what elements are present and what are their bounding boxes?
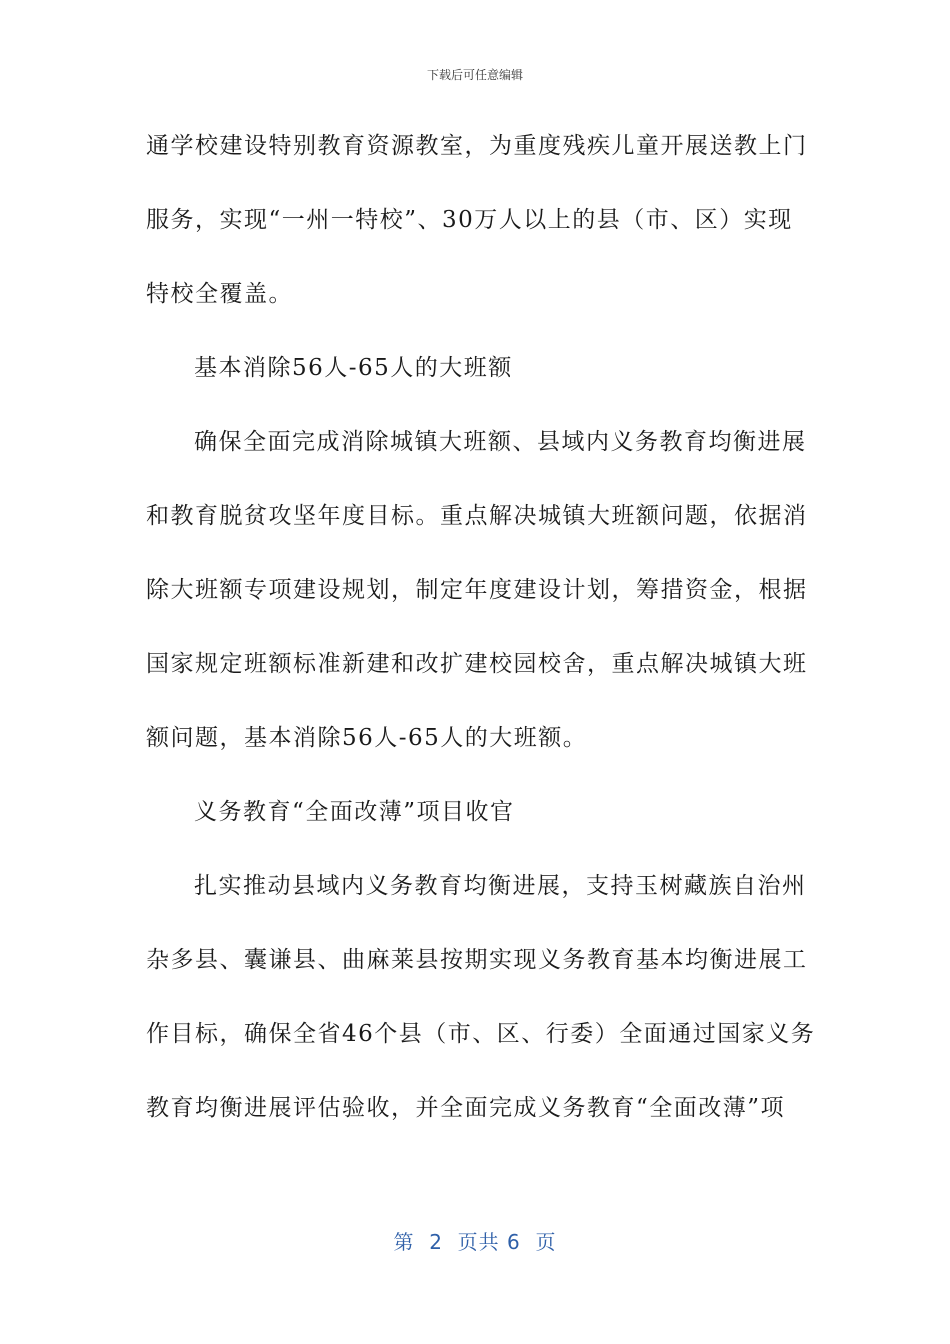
body-line-9: 额问题，基本消除56人-65人的大班额。 [146,725,588,751]
body-line-5: 确保全面完成消除城镇大班额、县域内义务教育均衡进展 [194,429,807,455]
document-body [146,128,816,1164]
section-heading-class-size: 基本消除56人-65人的大班额 [194,355,513,381]
body-line-11: 扎实推动县域内义务教育均衡进展，支持玉树藏族自治州 [194,873,807,899]
body-line-7: 除大班额专项建设规划，制定年度建设计划，筹措资金，根据 [146,577,808,603]
section-heading-gaibo: 义务教育“全面改薄”项目收官 [194,799,515,825]
page-header-note: 下载后可任意编辑 [426,68,523,82]
body-line-2: 服务，实现“一州一特校”、30万人以上的县（市、区）实现 [146,207,793,233]
body-line-6: 和教育脱贫攻坚年度目标。重点解决城镇大班额问题，依据消 [146,503,808,529]
page-number-label: 第 2 页共 6 页 [393,1230,557,1254]
body-line-8: 国家规定班额标准新建和改扩建校园校舍，重点解决城镇大班 [146,651,808,677]
body-line-14: 教育均衡进展评估验收，并全面完成义务教育“全面改薄”项 [146,1095,786,1121]
body-line-12: 杂多县、囊谦县、曲麻莱县按期实现义务教育基本均衡进展工 [146,947,808,973]
page-number-footer [0,1226,950,1255]
body-line-1: 通学校建设特别教育资源教室，为重度残疾儿童开展送教上门 [146,133,808,159]
body-line-13: 作目标，确保全省46个县（市、区、行委）全面通过国家义务 [146,1021,816,1047]
body-line-3: 特校全覆盖。 [146,281,293,307]
